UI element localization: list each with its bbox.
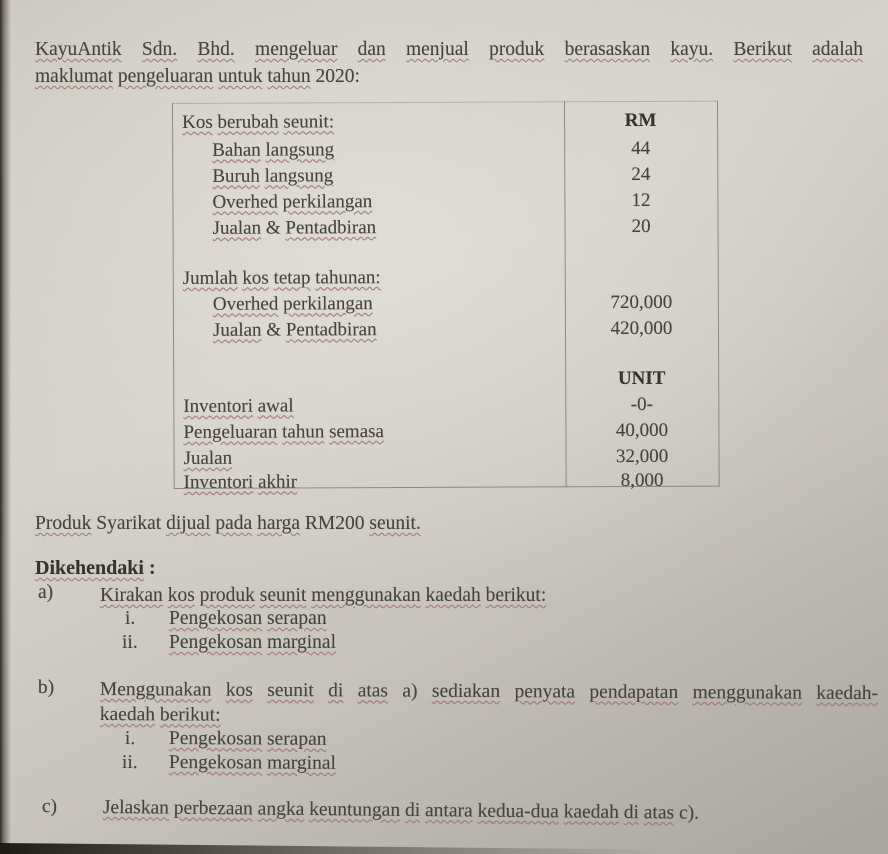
table-row-value: 420,000 [610, 317, 673, 340]
table-row-value: 24 [631, 163, 651, 185]
word: Pengekosan [169, 632, 263, 653]
word: dijual [166, 513, 211, 534]
word: kos [225, 679, 253, 701]
word: produk [199, 585, 255, 606]
word: angka [257, 798, 305, 820]
word: Berikut [733, 39, 792, 60]
word: Bahan [212, 139, 261, 161]
word: langsung [264, 165, 334, 187]
word: berikut: [159, 704, 221, 726]
word: untuk [218, 66, 263, 87]
item-b-sub-ii-text [169, 752, 336, 775]
word: menggunakan [692, 682, 803, 704]
word: Kos [182, 111, 213, 133]
word: Pengekosan [168, 752, 263, 774]
table-row [172, 106, 718, 138]
word: di [404, 799, 421, 822]
word: adalah [812, 39, 864, 60]
word: : [148, 557, 156, 579]
table-row-value: -0- [630, 393, 653, 416]
word: Dikehendaki [35, 557, 144, 579]
word: serapan [267, 608, 327, 629]
table-row-label [174, 470, 566, 494]
table-spacer-row [173, 342, 719, 368]
table-rows [172, 101, 720, 494]
table-spacer-row [173, 240, 719, 266]
table-row-label [172, 162, 564, 190]
word: Jualan [212, 217, 262, 239]
item-b-sub-i-text [169, 728, 327, 751]
table-row-value: 8,000 [620, 469, 664, 492]
word: kos [242, 267, 269, 289]
table-row [172, 162, 718, 190]
word: Buruh [212, 165, 260, 187]
table-row [172, 188, 718, 216]
word: mengeluar [255, 39, 338, 60]
intro-line-1 [35, 36, 863, 63]
word: tahun [282, 421, 325, 443]
word: sediakan [431, 680, 501, 703]
word: tahun [267, 66, 311, 87]
item-b-sub-i-marker: i. [124, 728, 136, 750]
table-row-label [173, 290, 565, 318]
table-row [172, 136, 718, 164]
item-c-text [103, 796, 873, 827]
table-row-label [172, 136, 564, 164]
table-row-label [172, 188, 564, 216]
word: kedua-dua [477, 800, 559, 823]
word: pendapatan [589, 681, 679, 704]
table-row-label [173, 264, 565, 292]
table-row-value: 720,000 [610, 291, 673, 314]
word: Inventori [183, 395, 254, 417]
word: pengeluaran [117, 66, 214, 87]
word: dan [357, 39, 386, 60]
word: awal [257, 395, 294, 417]
word: kayu. [670, 39, 714, 60]
word: & [266, 319, 282, 341]
table-row-label [173, 444, 565, 472]
table-row-label [172, 106, 564, 138]
required-heading [35, 556, 156, 580]
item-a-sub-ii-marker: ii. [122, 632, 138, 653]
word: Inventori [183, 471, 254, 493]
table-row [173, 392, 719, 420]
word: di [623, 802, 640, 824]
word: c). [678, 802, 700, 824]
word: penyata [514, 681, 576, 703]
table-row-label [173, 366, 565, 394]
table-row-label [172, 214, 564, 242]
table-row-value: 40,000 [615, 419, 669, 442]
table-row [173, 290, 719, 318]
word: Kirakan [100, 585, 163, 606]
word: berasaskan [564, 39, 651, 60]
word: serapan [266, 728, 327, 750]
word: seunit. [369, 513, 421, 534]
item-a-marker: a) [38, 582, 54, 603]
paper-left-shadow-edge [0, 0, 11, 854]
word: di [328, 680, 344, 702]
word: Jelaskan [102, 796, 170, 819]
table-row [173, 264, 719, 292]
word: perkilangan [283, 293, 373, 315]
word: Pengekosan [169, 608, 263, 629]
table-row [173, 316, 719, 344]
item-a-sub-i-text [169, 608, 327, 630]
word: maklumat [35, 66, 113, 87]
item-c-marker: c) [41, 796, 58, 818]
word: Syarikat [96, 513, 162, 534]
word: seunit [259, 585, 307, 606]
word: kos [167, 585, 195, 606]
word: kaedah [425, 585, 481, 606]
table-row-value: 32,000 [615, 445, 669, 468]
table-row-value [565, 264, 718, 291]
word: menjual [405, 39, 469, 60]
word: seunit [267, 679, 314, 702]
word: Jualan [212, 319, 262, 341]
word: Pentadbiran [285, 319, 377, 341]
word: menggunakan [311, 585, 421, 606]
table-row-value: 12 [631, 189, 651, 211]
cost-table [172, 101, 720, 493]
table-row-label [173, 418, 565, 446]
word: kaedah- [816, 682, 879, 705]
word: antara [424, 800, 473, 822]
word: Pentadbiran [285, 217, 377, 239]
table-row-value: 44 [631, 137, 651, 159]
word: berikut: [485, 585, 547, 606]
word: Jualan [183, 447, 233, 469]
word: Produk [35, 513, 92, 534]
item-b-line-2 [100, 702, 878, 731]
table-row-value: 20 [631, 215, 651, 237]
table-row-label [173, 392, 565, 420]
paper-bottom-shadow-edge [0, 843, 660, 854]
word: akhir [258, 471, 298, 493]
word: Sdn. [141, 39, 178, 60]
item-b-marker: b) [37, 677, 55, 699]
table-row [173, 366, 719, 394]
word: tetap [273, 267, 311, 289]
word: 2020: [315, 66, 360, 87]
table-row [173, 444, 719, 472]
word: harga [257, 513, 301, 534]
intro-line-2 [35, 63, 863, 90]
item-a-line-1 [100, 582, 845, 609]
table-row-value: UNIT [617, 367, 666, 390]
word: & [265, 217, 281, 239]
word: Overhed [212, 191, 278, 213]
word: tahunan: [315, 267, 381, 289]
word: a) [402, 680, 418, 702]
word: produk [489, 39, 545, 60]
word: Jumlah [182, 267, 238, 289]
table-row [173, 418, 719, 446]
table-row-label [173, 316, 565, 344]
item-a-text [100, 582, 845, 609]
word: seunit: [283, 111, 335, 133]
word: marginal [266, 752, 336, 774]
word: Menggunakan [99, 679, 212, 701]
word: semasa [329, 421, 384, 443]
word: berubah [217, 111, 279, 133]
table-row [172, 214, 718, 242]
word: KayuAntik [35, 39, 122, 60]
word: Bhd. [197, 39, 235, 60]
table-row-value: RM [624, 109, 657, 132]
item-b-text [100, 677, 878, 731]
word: keuntungan [309, 798, 401, 821]
word: Pengekosan [168, 728, 263, 750]
word: pada [215, 513, 253, 534]
word: kaedah [563, 801, 619, 823]
word: marginal [267, 632, 336, 653]
item-b-sub-ii-marker: ii. [121, 752, 138, 774]
word: perbezaan [173, 797, 253, 820]
word: Overhed [212, 293, 279, 315]
intro-paragraph [35, 36, 863, 90]
word: kaedah [99, 703, 156, 726]
word: Pengeluaran [183, 421, 278, 443]
word: atas [357, 680, 389, 702]
price-line [35, 512, 421, 536]
item-a-sub-ii-text [169, 632, 336, 654]
word: atas [643, 802, 675, 824]
word: perkilangan [282, 191, 373, 213]
table-row [174, 470, 720, 494]
word: RM200 [304, 513, 365, 534]
word: langsung [265, 139, 335, 161]
item-a-sub-i-marker: i. [125, 608, 136, 629]
